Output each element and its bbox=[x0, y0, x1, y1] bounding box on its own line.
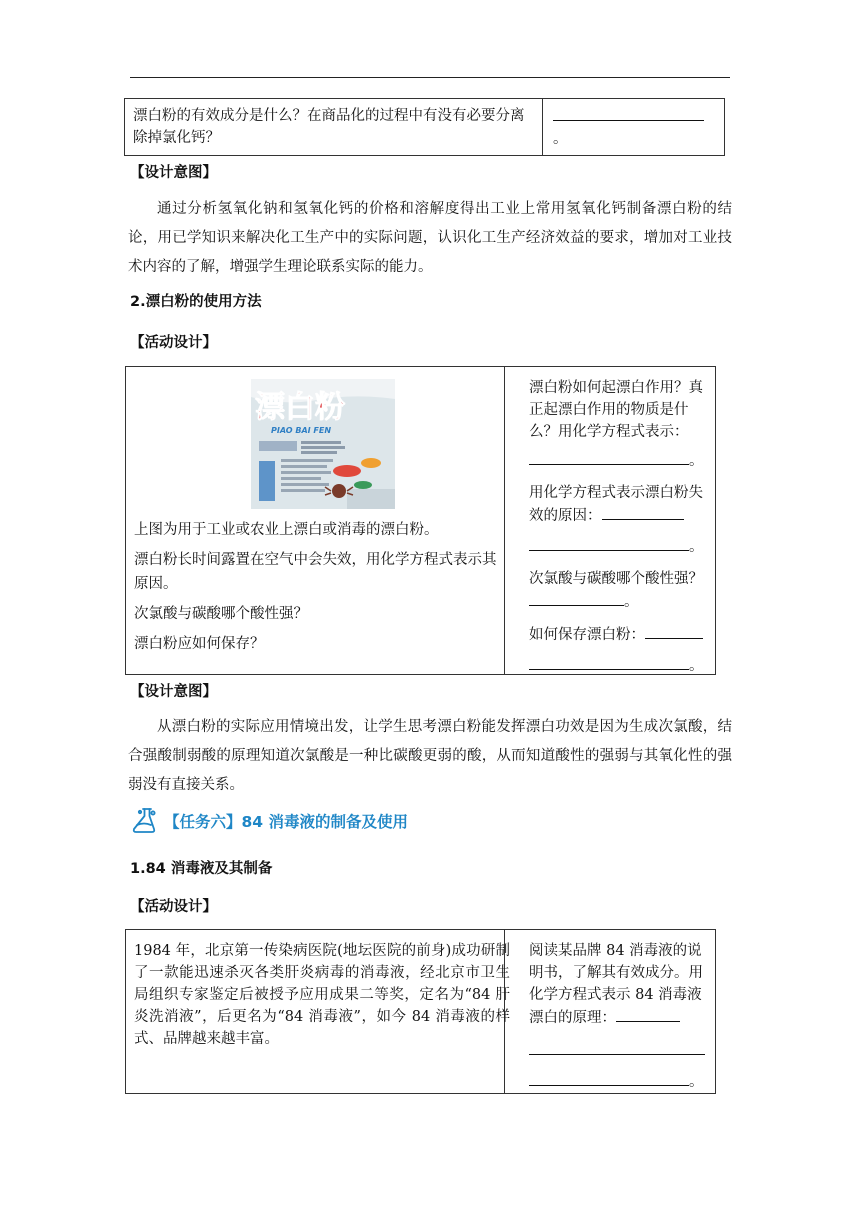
answer-blank-6[interactable] bbox=[529, 654, 689, 670]
section-1-title: 1.84 消毒液及其制备 bbox=[130, 861, 273, 877]
answer-blank-2[interactable] bbox=[602, 504, 684, 520]
answer-blank-5[interactable] bbox=[645, 623, 703, 639]
answer-blank[interactable] bbox=[553, 105, 704, 121]
header-rule bbox=[130, 77, 730, 78]
table1-question: 漂白粉的有效成分是什么？在商品化的过程中有没有必要分离除掉氯化钙？ bbox=[125, 99, 543, 156]
left-question-1: 漂白粉长时间露置在空气中会失效，用化学方程式表示其原因。 bbox=[134, 552, 497, 592]
left-question-3: 漂白粉应如何保存？ bbox=[134, 636, 265, 652]
bleach-powder-photo bbox=[251, 379, 395, 509]
table2-right-text bbox=[529, 377, 709, 677]
period: 。 bbox=[689, 1074, 704, 1090]
period: 。 bbox=[689, 539, 704, 555]
answer-blank-1[interactable] bbox=[529, 449, 689, 465]
task-six-title: 【任务六】84 消毒液的制备及使用 bbox=[164, 813, 408, 831]
period: 。 bbox=[689, 658, 704, 674]
table2-left-text bbox=[134, 518, 506, 656]
period: 。 bbox=[624, 594, 639, 610]
right-question-4: 如何保存漂白粉： bbox=[529, 627, 645, 643]
right-question-2: 用化学方程式表示漂白粉失效的原因： bbox=[529, 485, 703, 524]
right-question-1: 漂白粉如何起漂白作用？真正起漂白作用的物质是什么？用化学方程式表示： bbox=[529, 380, 703, 440]
bleach-bag-illustration bbox=[251, 379, 395, 509]
design-intent-paragraph-1: 通过分析氢氧化钠和氢氧化钙的价格和溶解度得出工业上常用氢氧化钙制备漂白粉的结论，用已学知识来解决化工生产中的实际问题，认识化工生产经济效益的要求，增加对工业技术内容的了解，增强学生理论联系实际的能力。 bbox=[128, 201, 732, 275]
period: 。 bbox=[689, 453, 704, 469]
table3-left-text: 1984 年，北京第一传染病医院(地坛医院的前身)成功研制了一款能迅速杀灭各类肝炎病毒的消毒液，经北京市卫生局组织专家鉴定后被授予应用成果二等奖，定名为“84 肝炎洗消液”，后更名为“84 消毒液”，如今 84 消毒液的样式、品牌越来越丰富。 bbox=[134, 943, 510, 1047]
table3-right-text bbox=[529, 940, 709, 1093]
answer-blank-7[interactable] bbox=[616, 1006, 680, 1022]
photo-title: 漂白粉 bbox=[255, 390, 345, 425]
photo-caption: 上图为用于工业或农业上漂白或消毒的漂白粉。 bbox=[134, 522, 439, 538]
right-instruction: 阅读某品牌 84 消毒液的说明书，了解其有效成分。用化学方程式表示 84 消毒液漂白的原理： bbox=[529, 943, 703, 1026]
heading-activity-design-2: 【活动设计】 bbox=[130, 899, 217, 915]
heading-design-intent-1: 【设计意图】 bbox=[130, 165, 217, 181]
photo-pinyin: PIAO BAI FEN bbox=[271, 426, 332, 435]
answer-blank-3[interactable] bbox=[529, 535, 689, 551]
answer-blank-9[interactable] bbox=[529, 1070, 689, 1086]
period: 。 bbox=[553, 131, 568, 147]
right-question-3: 次氯酸与碳酸哪个酸性强？ bbox=[529, 571, 703, 587]
answer-blank-4[interactable] bbox=[529, 590, 624, 606]
design-intent-paragraph-2: 从漂白粉的实际应用情境出发，让学生思考漂白粉能发挥漂白功效是因为生成次氯酸，结合强酸制弱酸的原理知道次氯酸是一种比碳酸更弱的酸，从而知道酸性的强弱与其氧化性的强弱没有直接关系。 bbox=[128, 719, 732, 793]
table1-answer bbox=[543, 99, 725, 156]
section-2-title: 2.漂白粉的使用方法 bbox=[130, 294, 262, 310]
heading-design-intent-2: 【设计意图】 bbox=[130, 684, 217, 700]
left-question-2: 次氯酸与碳酸哪个酸性强？ bbox=[134, 606, 308, 622]
answer-blank-8[interactable] bbox=[529, 1039, 705, 1055]
flask-icon bbox=[129, 805, 159, 835]
heading-activity-design-1: 【活动设计】 bbox=[130, 335, 217, 351]
question-table-1 bbox=[124, 98, 725, 156]
